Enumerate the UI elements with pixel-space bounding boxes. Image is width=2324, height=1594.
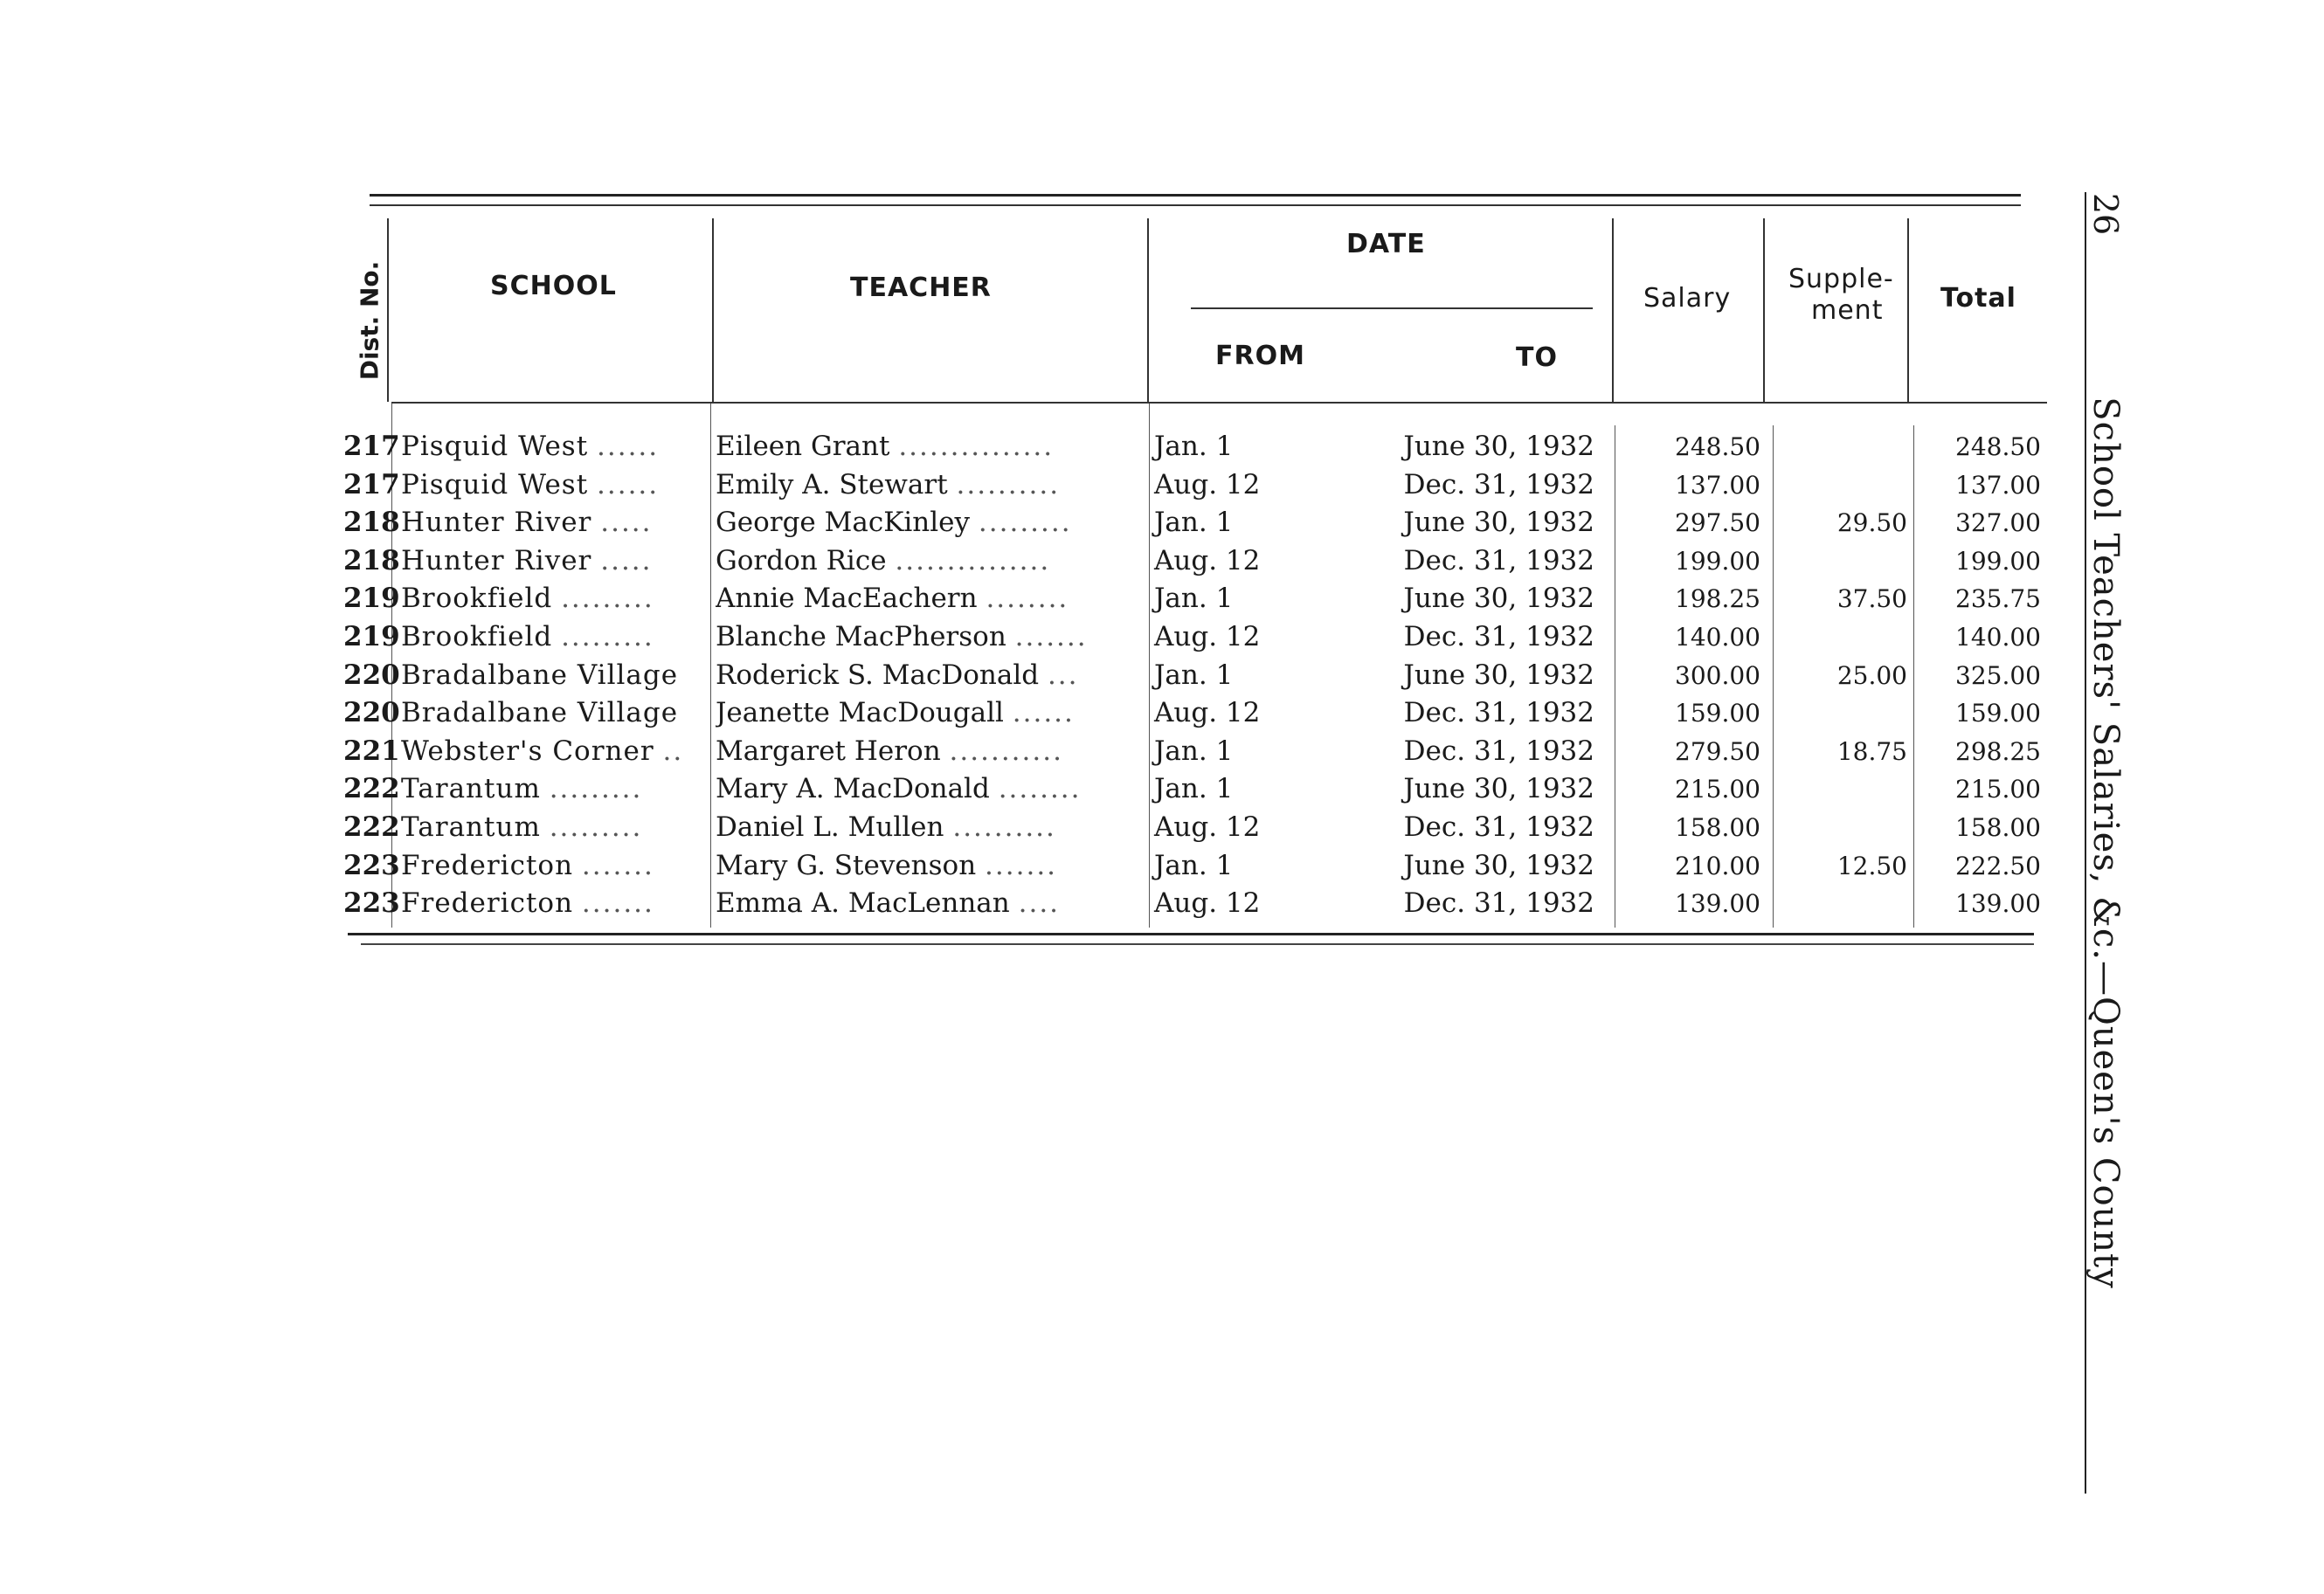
school-cell: Brookfield .........: [401, 583, 654, 615]
dist-no-cell: 218: [343, 544, 400, 576]
salary-cell: 297.50: [1675, 508, 1760, 538]
salary-cell: 140.00: [1675, 622, 1760, 652]
header-bottom-rule: [391, 402, 2047, 404]
salary-cell: 248.50: [1675, 432, 1760, 461]
table-row: [343, 809, 2047, 847]
teacher-cell: Eileen Grant ...............: [716, 431, 1055, 462]
dist-no-cell: 218: [343, 507, 400, 539]
school-cell: Hunter River .....: [401, 507, 653, 539]
supplement-cell: 29.50: [1836, 508, 1907, 538]
total-cell: 248.50: [1955, 432, 2041, 461]
supplement-cell: 25.00: [1836, 660, 1907, 690]
school-cell: Pisquid West ......: [401, 468, 660, 500]
school-cell: Brookfield .........: [401, 620, 654, 652]
salary-cell: 137.00: [1675, 470, 1760, 500]
table-row: [343, 733, 2047, 771]
date-to-cell: Dec. 31, 1932: [1403, 697, 1594, 729]
date-to-cell: June 30, 1932: [1403, 849, 1594, 881]
date-from-cell: Jan. 1: [1154, 583, 1234, 615]
running-head: [2075, 188, 2136, 1289]
dist-no-cell: 217: [343, 468, 400, 500]
dist-no-cell: 223: [343, 887, 400, 920]
date-from-cell: Aug. 12: [1154, 544, 1261, 576]
header-divider: [1612, 218, 1614, 402]
date-from-cell: Aug. 12: [1154, 697, 1261, 729]
header-salary: Salary: [1643, 283, 1732, 314]
date-to-cell: Dec. 31, 1932: [1403, 468, 1594, 500]
date-from-cell: Jan. 1: [1154, 735, 1234, 767]
school-cell: Tarantum .........: [401, 811, 643, 843]
total-cell: 235.75: [1955, 584, 2041, 614]
table-row: [343, 580, 2047, 618]
table-row: [343, 504, 2047, 542]
teacher-cell: George MacKinley .........: [716, 507, 1072, 539]
school-cell: Webster's Corner ..: [401, 735, 684, 767]
table-row: [343, 770, 2047, 809]
date-to-cell: June 30, 1932: [1403, 431, 1594, 462]
teacher-cell: Daniel L. Mullen ..........: [716, 811, 1056, 843]
school-cell: Hunter River .....: [401, 544, 653, 576]
header-divider: [1147, 218, 1149, 402]
total-cell: 199.00: [1955, 546, 2041, 576]
dist-no-cell: 222: [343, 811, 400, 843]
teacher-cell: Gordon Rice ...............: [716, 544, 1051, 576]
salary-cell: 300.00: [1675, 660, 1760, 690]
supplement-cell: 37.50: [1836, 584, 1907, 614]
header-to: TO: [1516, 342, 1558, 373]
date-to-cell: Dec. 31, 1932: [1403, 544, 1594, 576]
total-cell: 325.00: [1955, 660, 2041, 690]
page-number: 26: [2086, 192, 2125, 236]
header-teacher: TEACHER: [850, 273, 992, 303]
date-from-cell: Aug. 12: [1154, 811, 1261, 843]
total-cell: 139.00: [1955, 889, 2041, 919]
date-to-cell: Dec. 31, 1932: [1403, 620, 1594, 652]
table-bottom-rule-secondary: [361, 943, 2034, 945]
dist-no-cell: 220: [343, 659, 400, 691]
dist-no-cell: 219: [343, 620, 400, 652]
table-row: [343, 694, 2047, 733]
total-cell: 215.00: [1955, 775, 2041, 804]
table-row: [343, 847, 2047, 886]
school-cell: Fredericton .......: [401, 887, 654, 920]
date-from-cell: Jan. 1: [1154, 431, 1234, 462]
school-cell: Bradalbane Village: [401, 697, 679, 729]
dist-no-cell: 222: [343, 773, 400, 805]
total-cell: 158.00: [1955, 812, 2041, 842]
date-from-cell: Aug. 12: [1154, 620, 1261, 652]
date-header-rule: [1191, 307, 1593, 309]
supplement-cell: 18.75: [1836, 736, 1907, 766]
dist-no-cell: 217: [343, 431, 400, 462]
date-to-cell: June 30, 1932: [1403, 583, 1594, 615]
header-divider: [1907, 218, 1909, 402]
teacher-cell: Emily A. Stewart ..........: [716, 468, 1061, 500]
teacher-cell: Jeanette MacDougall ......: [716, 697, 1075, 729]
teacher-cell: Annie MacEachern ........: [716, 583, 1069, 615]
total-cell: 137.00: [1955, 470, 2041, 500]
header-supplement-line1: Supple-: [1788, 264, 1894, 294]
table-row: [343, 428, 2047, 466]
dist-no-cell: 219: [343, 583, 400, 615]
table-row: [343, 618, 2047, 657]
teacher-cell: Roderick S. MacDonald ...: [716, 659, 1079, 691]
date-from-cell: Jan. 1: [1154, 849, 1234, 881]
date-from-cell: Jan. 1: [1154, 773, 1234, 805]
header-school: SCHOOL: [490, 271, 617, 301]
total-cell: 140.00: [1955, 622, 2041, 652]
header-dist-no: Dist. No.: [355, 260, 384, 381]
total-cell: 327.00: [1955, 508, 2041, 538]
date-to-cell: Dec. 31, 1932: [1403, 811, 1594, 843]
total-cell: 222.50: [1955, 851, 2041, 880]
table-bottom-rule: [348, 933, 2034, 935]
salary-cell: 210.00: [1675, 851, 1760, 880]
header-divider: [712, 218, 714, 402]
date-to-cell: June 30, 1932: [1403, 773, 1594, 805]
supplement-cell: 12.50: [1836, 851, 1907, 880]
header-total: Total: [1940, 283, 2016, 314]
salary-cell: 215.00: [1675, 775, 1760, 804]
date-to-cell: Dec. 31, 1932: [1403, 887, 1594, 920]
table-row: [343, 657, 2047, 695]
salary-cell: 199.00: [1675, 546, 1760, 576]
date-from-cell: Aug. 12: [1154, 468, 1261, 500]
salary-cell: 198.25: [1675, 584, 1760, 614]
date-from-cell: Jan. 1: [1154, 659, 1234, 691]
running-head-title: School Teachers' Salaries, &c.—Queen's County: [2085, 397, 2126, 1289]
table-row: [343, 542, 2047, 581]
table-top-rule-secondary: [370, 204, 2021, 206]
teacher-cell: Emma A. MacLennan ....: [716, 887, 1061, 920]
date-to-cell: June 30, 1932: [1403, 659, 1594, 691]
date-from-cell: Jan. 1: [1154, 507, 1234, 539]
table-row: [343, 885, 2047, 923]
header-date: DATE: [1346, 229, 1426, 259]
total-cell: 159.00: [1955, 699, 2041, 728]
date-to-cell: June 30, 1932: [1403, 507, 1594, 539]
total-cell: 298.25: [1955, 736, 2041, 766]
salary-cell: 158.00: [1675, 812, 1760, 842]
header-supplement-line2: ment: [1811, 295, 1884, 326]
school-cell: Tarantum .........: [401, 773, 643, 805]
table-top-rule: [370, 194, 2021, 197]
teacher-cell: Margaret Heron ...........: [716, 735, 1063, 767]
salary-cell: 139.00: [1675, 889, 1760, 919]
school-cell: Pisquid West ......: [401, 431, 660, 462]
school-cell: Fredericton .......: [401, 849, 654, 881]
school-cell: Bradalbane Village: [401, 659, 679, 691]
salary-cell: 279.50: [1675, 736, 1760, 766]
header-from: FROM: [1215, 341, 1305, 371]
table-body: [343, 428, 2047, 923]
date-to-cell: Dec. 31, 1932: [1403, 735, 1594, 767]
header-divider: [1763, 218, 1765, 402]
teacher-cell: Mary A. MacDonald ........: [716, 773, 1082, 805]
salary-cell: 159.00: [1675, 699, 1760, 728]
teacher-cell: Mary G. Stevenson .......: [716, 849, 1058, 881]
dist-no-cell: 220: [343, 697, 400, 729]
dist-no-cell: 223: [343, 849, 400, 881]
date-from-cell: Aug. 12: [1154, 887, 1261, 920]
table-row: [343, 466, 2047, 505]
dist-no-cell: 221: [343, 735, 400, 767]
teacher-cell: Blanche MacPherson .......: [716, 620, 1088, 652]
